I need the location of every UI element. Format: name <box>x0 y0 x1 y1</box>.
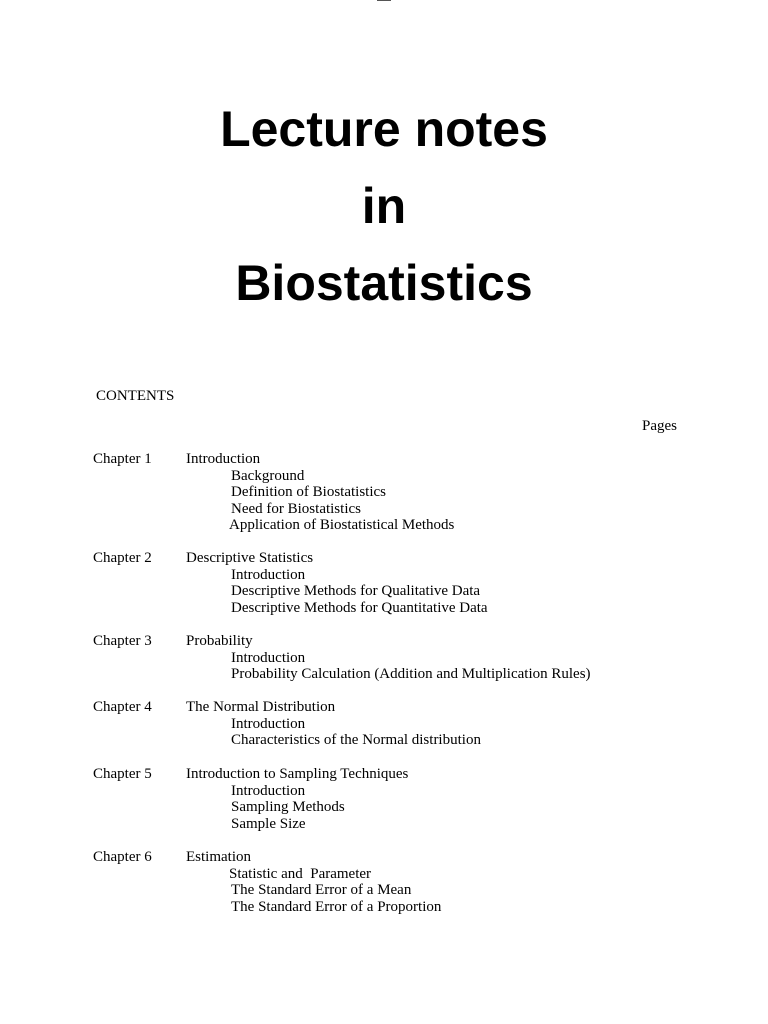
section-item: Introduction <box>231 566 306 583</box>
contents-heading: CONTENTS <box>96 388 175 404</box>
chapter-label: Chapter 3 <box>93 633 152 649</box>
chapter-title: Probability <box>186 633 253 649</box>
chapter-title: Descriptive Statistics <box>186 550 314 566</box>
title-line-2: in <box>361 178 407 234</box>
title-line-3: Biostatistics <box>235 255 533 311</box>
section-item: Characteristics of the Normal distribution <box>231 732 481 749</box>
section-item: Probability Calculation (Addition and Multiplication Rules) <box>231 666 591 683</box>
section-item: Application of Biostatistical Methods <box>229 517 455 534</box>
section-item: Sample Size <box>231 815 306 832</box>
chapter-label: Chapter 2 <box>93 550 152 566</box>
section-item: The Standard Error of a Mean <box>231 882 412 899</box>
section-item: The Standard Error of a Proportion <box>231 898 442 915</box>
section-item: Descriptive Methods for Quantitative Data <box>231 599 488 616</box>
section-item: Descriptive Methods for Qualitative Data <box>231 583 481 600</box>
chapter-label: Chapter 1 <box>93 451 152 467</box>
header-mark <box>377 0 391 1</box>
title-line-1: Lecture notes <box>220 101 548 157</box>
chapter-label: Chapter 4 <box>93 699 152 715</box>
section-item: Definition of Biostatistics <box>231 484 386 501</box>
chapter-title: The Normal Distribution <box>186 699 336 715</box>
section-item: Background <box>231 467 305 484</box>
section-item: Sampling Methods <box>231 799 345 816</box>
chapter-title: Introduction to Sampling Techniques <box>186 766 409 782</box>
chapter-title: Estimation <box>186 849 251 865</box>
pages-column-label: Pages <box>642 418 677 434</box>
section-item: Need for Biostatistics <box>231 500 361 517</box>
chapter-label: Chapter 6 <box>93 849 152 865</box>
chapter-label: Chapter 5 <box>93 766 152 782</box>
chapter-title: Introduction <box>186 451 261 467</box>
section-item: Introduction <box>231 649 306 666</box>
section-item: Statistic and Parameter <box>229 865 372 882</box>
section-item: Introduction <box>231 715 306 732</box>
section-item: Introduction <box>231 782 306 799</box>
